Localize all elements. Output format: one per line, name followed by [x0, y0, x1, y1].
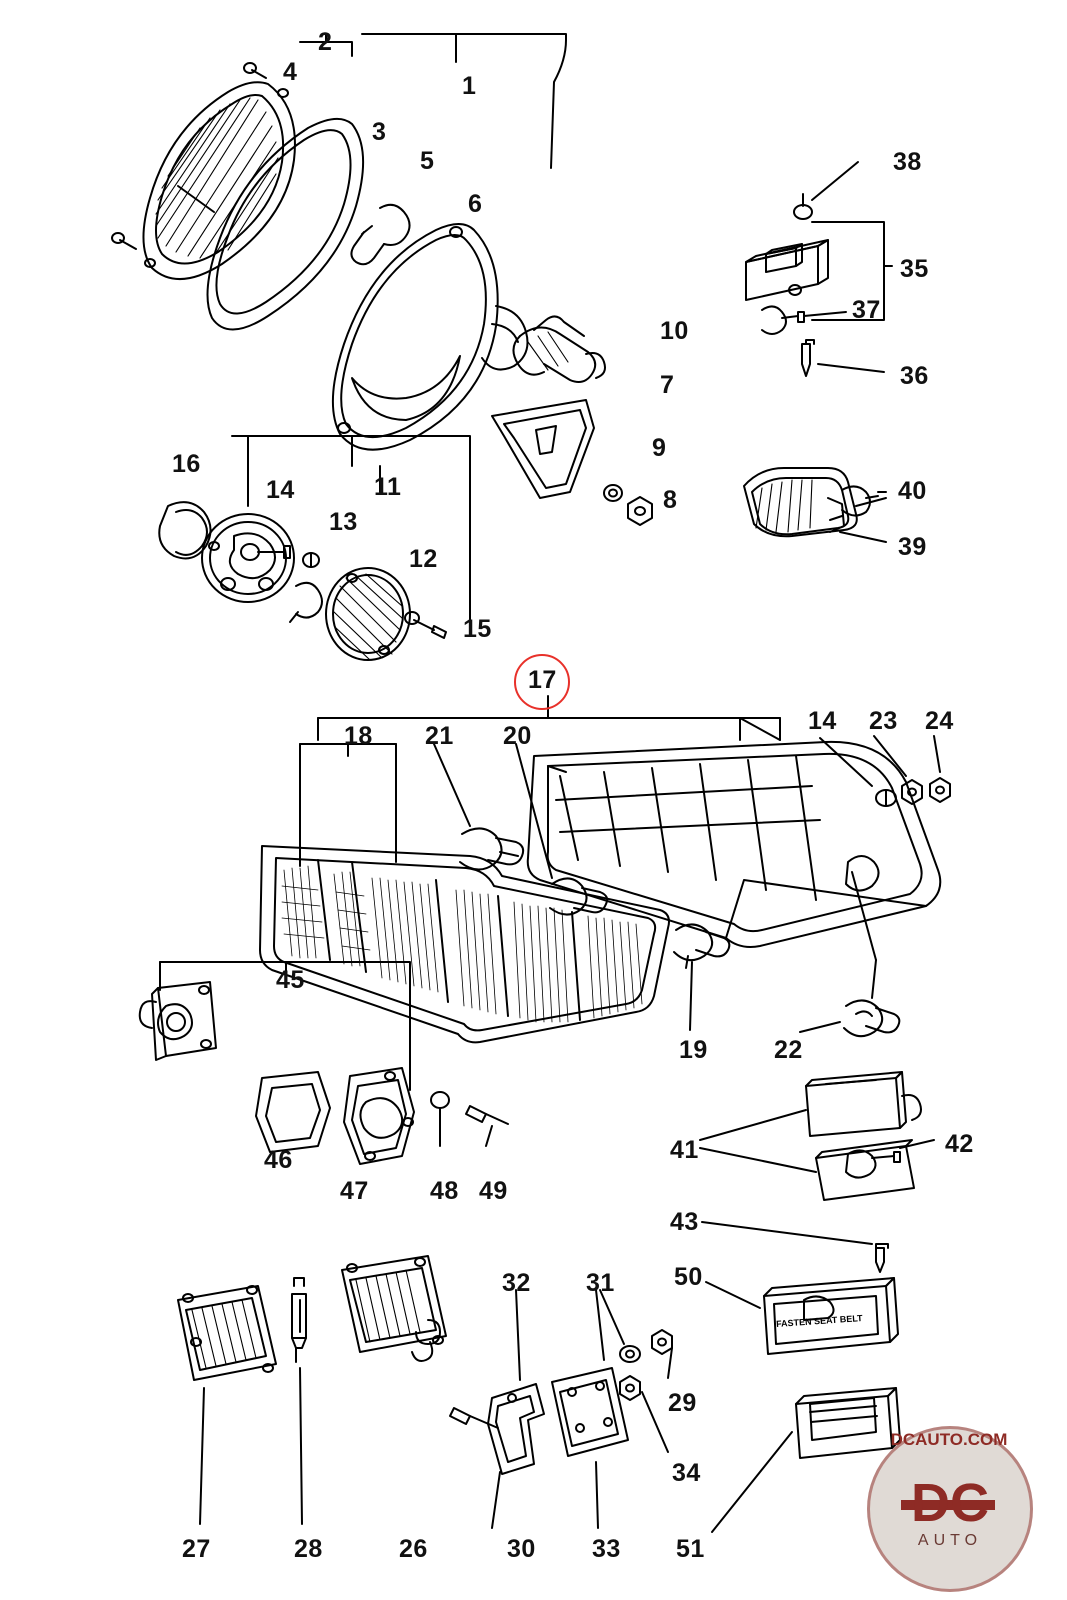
callout-3: 3	[372, 118, 387, 146]
callout-20: 20	[503, 722, 532, 750]
callout-37: 37	[852, 296, 881, 324]
watermark	[839, 1404, 1059, 1594]
callout-18: 18	[344, 722, 373, 750]
callout-50: 50	[674, 1263, 703, 1291]
callout-4: 4	[283, 58, 298, 86]
callout-28: 28	[294, 1535, 323, 1563]
callout-22: 22	[774, 1036, 803, 1064]
callout-47: 47	[340, 1177, 369, 1205]
callout-36: 36	[900, 362, 929, 390]
callout-14b: 14	[808, 707, 837, 735]
callout-12: 12	[409, 545, 438, 573]
callout-35: 35	[900, 255, 929, 283]
callout-23: 23	[869, 707, 898, 735]
callout-46: 46	[264, 1146, 293, 1174]
callout-49: 49	[479, 1177, 508, 1205]
callout-11: 11	[374, 473, 402, 501]
callout-40: 40	[898, 477, 927, 505]
part-50-text: FASTEN SEAT BELT	[775, 1312, 863, 1330]
callout-13: 13	[329, 508, 358, 536]
callout-15: 15	[463, 615, 492, 643]
callout-43: 43	[670, 1208, 699, 1236]
callout-8: 8	[663, 486, 678, 514]
callout-21: 21	[425, 722, 454, 750]
callout-39: 39	[898, 533, 927, 561]
callout-7: 7	[660, 371, 675, 399]
callout-31: 31	[586, 1269, 615, 1297]
watermark-domain: DCAUTO.COM	[890, 1430, 1008, 1449]
callout-34: 34	[672, 1459, 701, 1487]
watermark-initials: DC	[911, 1473, 989, 1533]
callout-10: 10	[660, 317, 689, 345]
callout-14a: 14	[266, 476, 295, 504]
callout-33: 33	[592, 1535, 621, 1563]
watermark-sub: AUTO	[917, 1532, 983, 1549]
callout-16: 16	[172, 450, 201, 478]
callout-2: 2	[318, 28, 333, 56]
callout-6: 6	[468, 190, 483, 218]
callout-26: 26	[399, 1535, 428, 1563]
callout-19: 19	[679, 1036, 708, 1064]
callout-29: 29	[668, 1389, 697, 1417]
callout-27: 27	[182, 1535, 211, 1563]
callout-41: 41	[670, 1136, 699, 1164]
callout-38: 38	[893, 148, 922, 176]
callout-17: 17	[528, 666, 557, 694]
callout-24: 24	[925, 707, 954, 735]
callout-48: 48	[430, 1177, 459, 1205]
callout-42: 42	[945, 1130, 974, 1158]
callout-51: 51	[676, 1535, 705, 1563]
callout-9: 9	[652, 434, 667, 462]
callout-30: 30	[507, 1535, 536, 1563]
callout-32: 32	[502, 1269, 531, 1297]
callout-5: 5	[420, 147, 435, 175]
callout-1: 1	[462, 72, 477, 100]
callout-45: 45	[276, 966, 305, 994]
